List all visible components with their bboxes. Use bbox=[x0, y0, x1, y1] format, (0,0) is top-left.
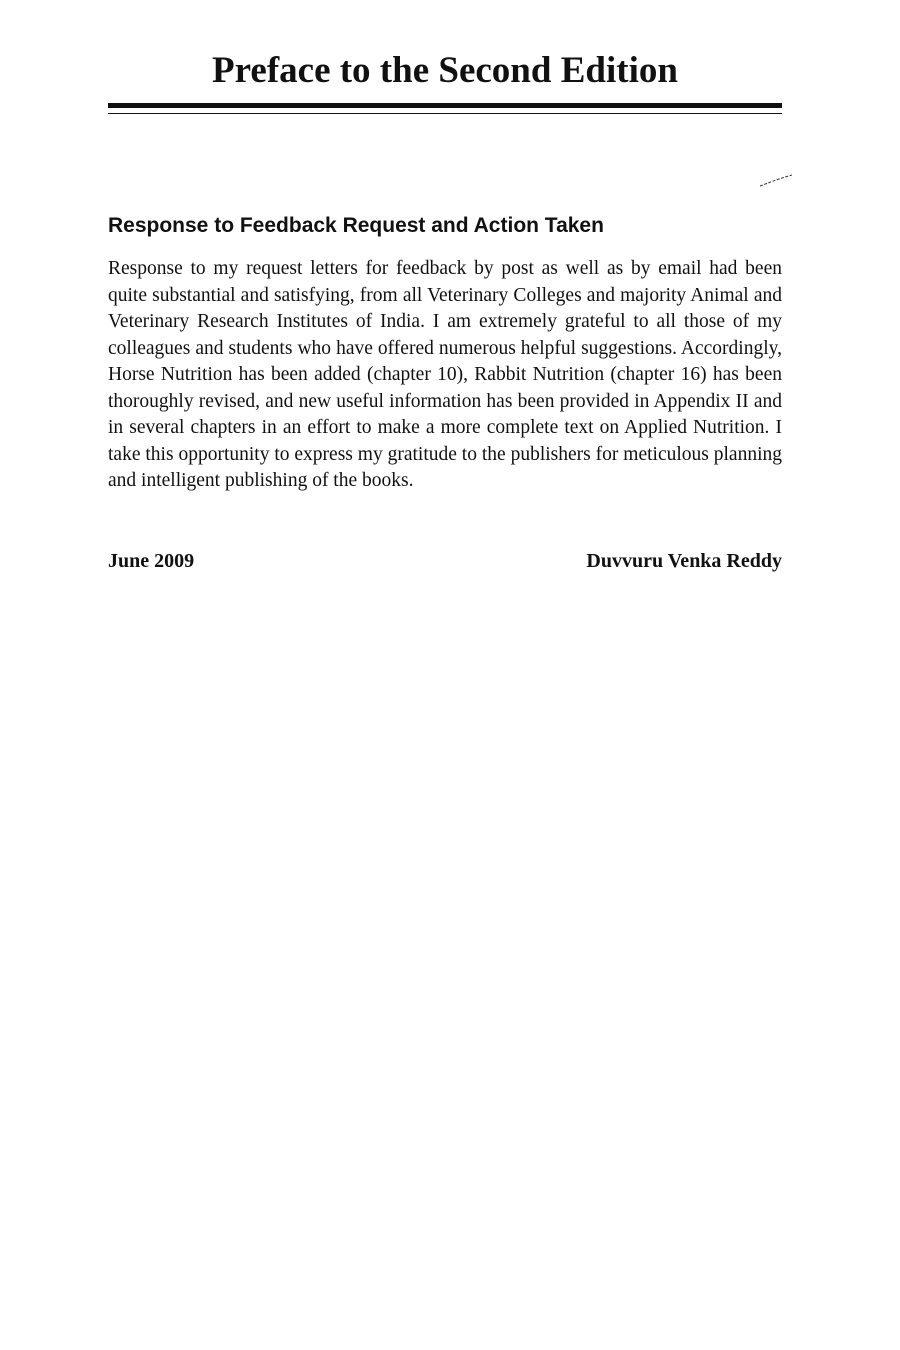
body-paragraph: Response to my request letters for feedback by post as well as by email had been quite substantial and satisfying, from all Veterinary Colleges and majority Animal and Veterinary Research Institutes of India. I am extremely grateful to all those of my colleagues and students who have offered numerous helpful suggestions. Accordingly, Horse Nutrition has been added (chapter 10), Rabbit Nutrition (chapter 16) has been thoroughly revised, and new useful information has been provided in Appendix II and in several chapters in an effort to make a more complete text on Applied Nutrition. I take this opportunity to express my gratitude to the publishers for meticulous planning and intelligent publishing of the books. bbox=[108, 258, 782, 491]
section-heading: Response to Feedback Request and Action Taken bbox=[108, 214, 604, 237]
signature-author: Duvvuru Venka Reddy bbox=[586, 550, 782, 572]
page-title: Preface to the Second Edition bbox=[212, 50, 678, 91]
title-rule-thick bbox=[108, 103, 782, 108]
pen-stroke-mark bbox=[758, 174, 794, 188]
signature-date: June 2009 bbox=[108, 550, 195, 572]
title-rule-thin bbox=[108, 113, 782, 114]
